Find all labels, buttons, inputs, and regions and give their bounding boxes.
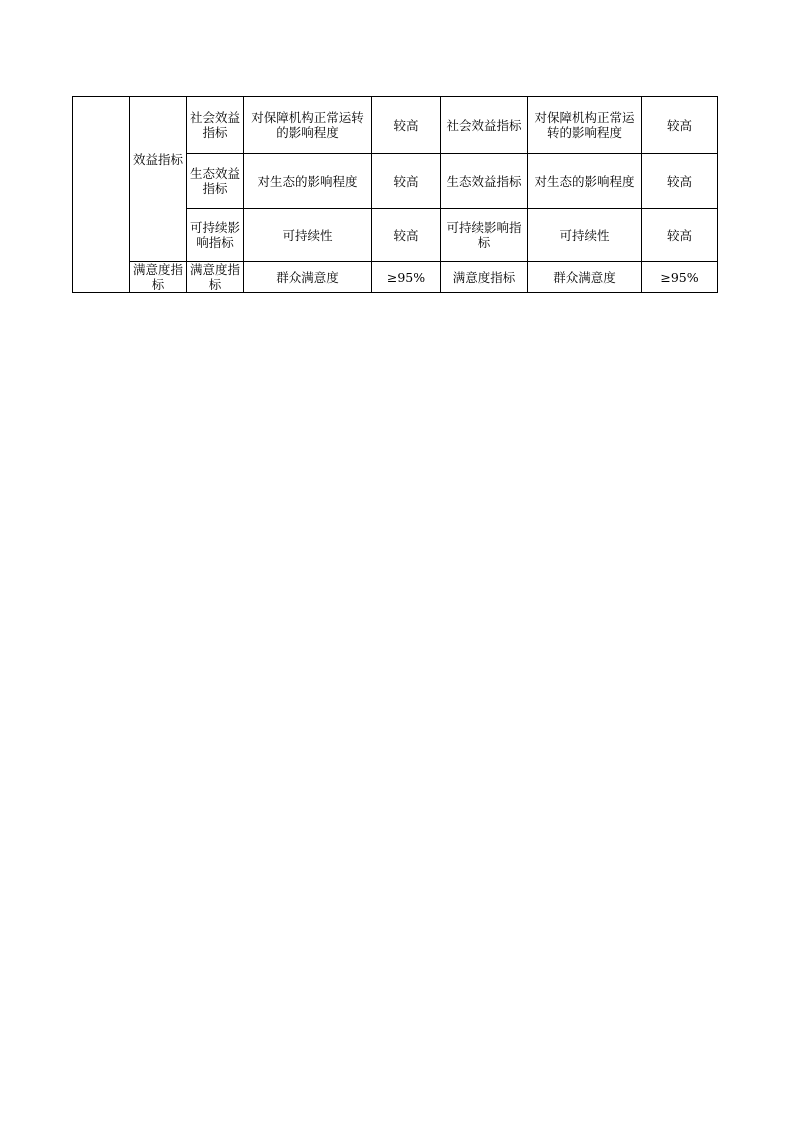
level1-category-cell [73,97,130,293]
indicator-name-cell: 对生态的影响程度 [244,154,372,209]
target-value-repeat-cell: 较高 [642,209,718,262]
target-value-cell: ≥95% [372,262,441,293]
level2-satisfaction-cell: 满意度指标 [130,262,187,293]
level3-indicator-repeat-cell: 社会效益指标 [441,97,528,154]
level3-indicator-repeat-cell: 生态效益指标 [441,154,528,209]
table-row [73,97,718,154]
level3-indicator-repeat-cell: 满意度指标 [441,262,528,293]
indicator-name-repeat-cell: 对生态的影响程度 [528,154,642,209]
level3-indicator-repeat-cell: 可持续影响指标 [441,209,528,262]
table-row [73,262,718,293]
level3-indicator-cell: 社会效益指标 [187,97,244,154]
indicator-name-cell: 群众满意度 [244,262,372,293]
level3-indicator-cell: 满意度指标 [187,262,244,293]
level3-indicator-cell: 生态效益指标 [187,154,244,209]
performance-indicator-sheet [72,96,718,293]
level3-indicator-cell: 可持续影响指标 [187,209,244,262]
target-value-repeat-cell: ≥95% [642,262,718,293]
indicator-name-cell: 对保障机构正常运转的影响程度 [244,97,372,154]
indicator-name-repeat-cell: 对保障机构正常运转的影响程度 [528,97,642,154]
indicator-name-repeat-cell: 群众满意度 [528,262,642,293]
indicator-name-repeat-cell: 可持续性 [528,209,642,262]
target-value-cell: 较高 [372,154,441,209]
target-value-repeat-cell: 较高 [642,97,718,154]
target-value-cell: 较高 [372,209,441,262]
level2-benefit-cell: 效益指标 [130,97,187,262]
target-value-cell: 较高 [372,97,441,154]
performance-indicator-table [72,96,718,293]
indicator-name-cell: 可持续性 [244,209,372,262]
target-value-repeat-cell: 较高 [642,154,718,209]
